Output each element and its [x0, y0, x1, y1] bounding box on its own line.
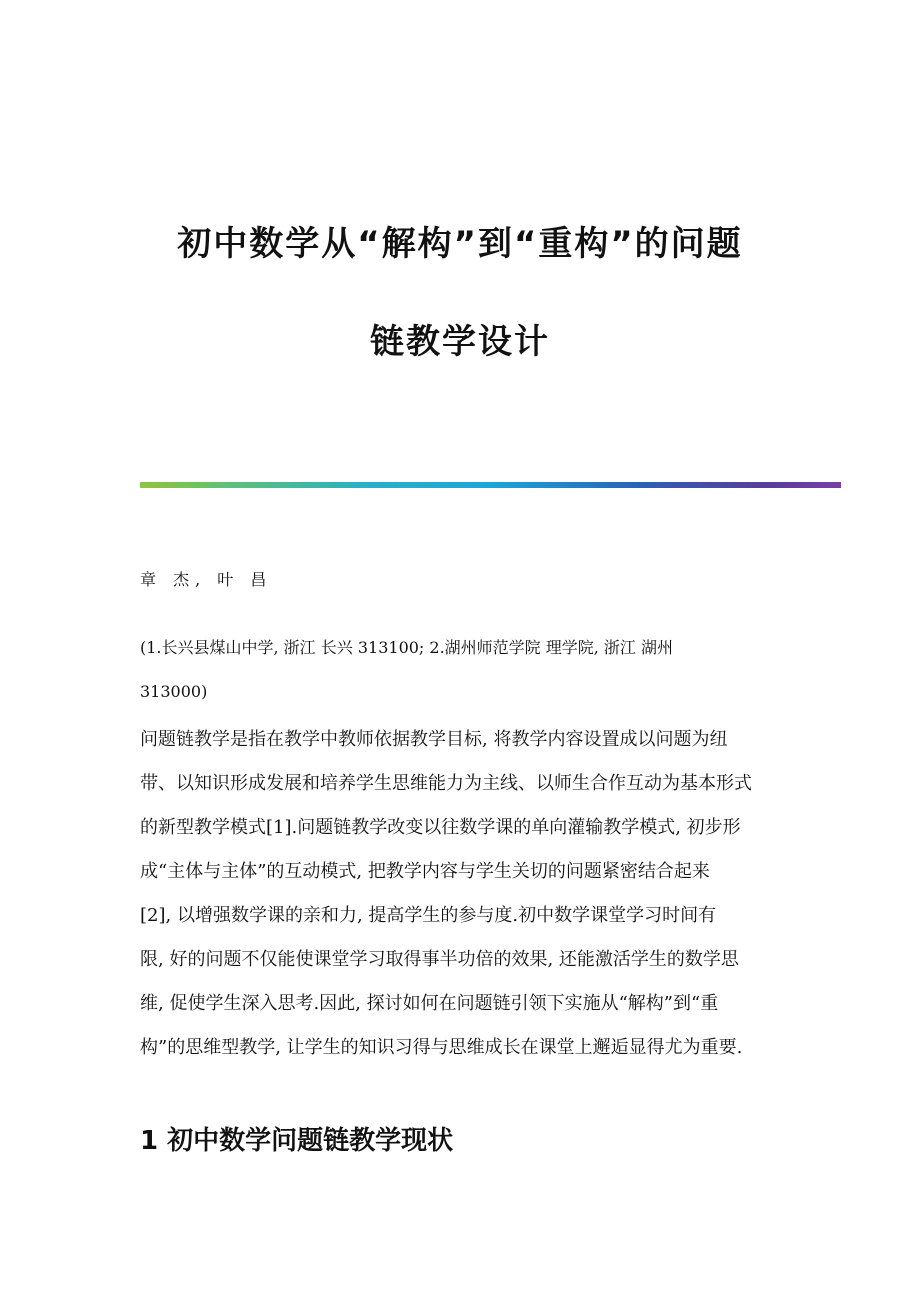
abstract-line: 构”的思维型教学, 让学生的知识习得与思维成长在课堂上邂逅显得尤为重要. [140, 1037, 743, 1058]
affiliation-line-1: (1.长兴县煤山中学, 浙江 长兴 313100; 2.湖州师范学院 理学院, 浙江 湖州 [140, 638, 674, 657]
affiliation [140, 626, 790, 714]
abstract-line: 限, 好的问题不仅能使课堂学习取得事半功倍的效果, 还能激活学生的数学思 [140, 949, 739, 970]
affiliation-line-2: 313000) [140, 682, 208, 701]
abstract-line: 维, 促使学生深入思考.因此, 探讨如何在问题链引领下实施从“解构”到“重 [140, 993, 719, 1014]
authors: 章 杰, 叶 昌 [140, 570, 273, 589]
title-line-2: 链教学设计 [370, 322, 550, 362]
abstract-line: 成“主体与主体”的互动模式, 把教学内容与学生关切的问题紧密结合起来 [140, 861, 710, 882]
title-divider [140, 482, 841, 488]
abstract-line: 带、以知识形成发展和培养学生思维能力为主线、以师生合作互动为基本形式 [140, 773, 752, 794]
abstract-line: 的新型教学模式[1].问题链教学改变以往数学课的单向灌输教学模式, 初步形 [140, 817, 741, 838]
abstract-line: [2], 以增强数学课的亲和力, 提高学生的参与度.初中数学课堂学习时间有 [140, 905, 717, 926]
section-heading: 1 初中数学问题链教学现状 [140, 1126, 454, 1156]
abstract-line: 问题链教学是指在教学中教师依据教学目标, 将教学内容设置成以问题为纽 [140, 729, 728, 750]
abstract-paragraph [140, 718, 780, 1070]
title-line-1: 初中数学从“解构”到“重构”的问题 [177, 224, 743, 264]
